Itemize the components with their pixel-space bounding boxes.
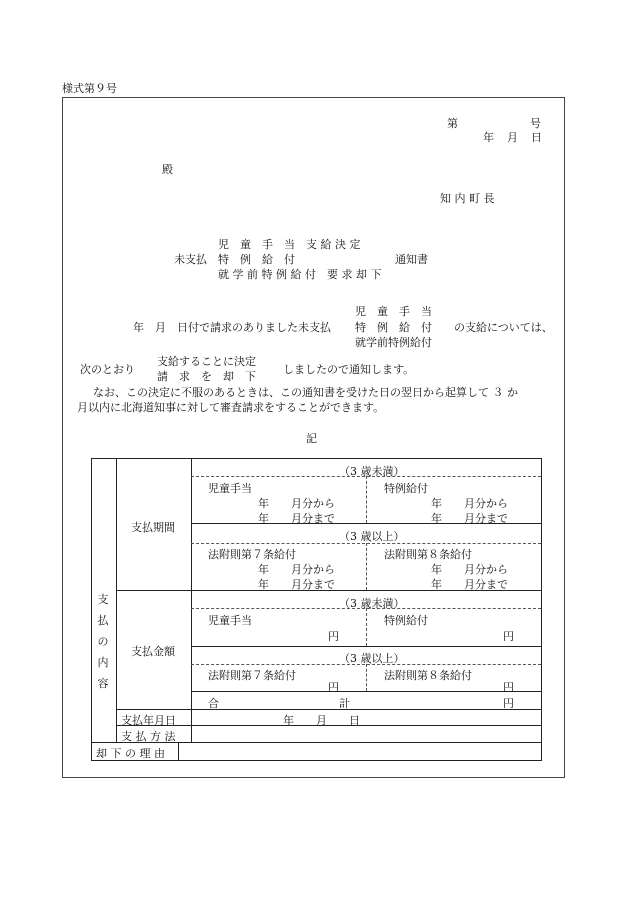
period-art8: 法附則第８条給付 xyxy=(384,548,472,561)
period-label: 支払期間 xyxy=(131,521,175,534)
body-date-part: 年 月 日付で請求のありました未支払 xyxy=(133,321,331,334)
side-label: 支 払 の 内 容 xyxy=(97,593,109,690)
reject-reason-label: 却 下 の 理 由 xyxy=(96,747,165,760)
number-prefix: 第 xyxy=(447,117,458,130)
period-b-to: 年 月分まで xyxy=(431,512,508,525)
period-d-from: 年 月分から xyxy=(431,563,508,576)
addressee-honorific: 殿 xyxy=(162,163,173,176)
period-c-from: 年 月分から xyxy=(258,563,335,576)
ki-label: 記 xyxy=(306,432,317,445)
appeal-line2: 月以内に北海道知事に対して審査請求をすることができます。 xyxy=(77,401,385,414)
period-special-benefit: 特例給付 xyxy=(384,482,428,495)
body-following: 次のとおり xyxy=(80,363,135,376)
body-opt2: 特 例 給 付 xyxy=(355,321,432,334)
amount-over3: （3 歳以上） xyxy=(339,652,405,665)
amount-label: 支払金額 xyxy=(131,645,175,658)
issuer: 知 内 町 長 xyxy=(440,192,495,205)
body-choice2: 請 求 を 却 下 xyxy=(157,370,256,383)
body-tail: の支給については、 xyxy=(454,321,553,334)
appeal-line1: なお、この決定に不服のあるときは、この通知書を受けた日の翌日から起算して ３ か xyxy=(93,386,518,399)
period-c-to: 年 月分まで xyxy=(258,578,335,591)
period-b-from: 年 月分から xyxy=(431,497,508,510)
pay-method-label: 支 払 方 法 xyxy=(121,730,176,743)
period-d-to: 年 月分まで xyxy=(431,578,508,591)
period-art7: 法附則第７条給付 xyxy=(208,548,296,561)
amount-b-yen: 円 xyxy=(503,630,514,643)
title-line2-mid: 特 例 給 付 xyxy=(218,253,295,266)
period-child-allowance: 児童手当 xyxy=(208,482,252,495)
body-opt1: 児 童 手 当 xyxy=(355,305,432,318)
number-suffix: 号 xyxy=(530,117,541,130)
amount-under3: （3 歳未満） xyxy=(339,597,405,610)
total-yen: 円 xyxy=(503,697,514,710)
body-opt3: 就学前特例給付 xyxy=(355,336,432,349)
period-a-to: 年 月分まで xyxy=(258,512,335,525)
form-number: 様式第９号 xyxy=(62,82,117,95)
period-under3: （3 歳未満） xyxy=(339,465,405,478)
amount-special-benefit: 特例給付 xyxy=(384,614,428,627)
amount-art8: 法附則第８条給付 xyxy=(384,669,472,682)
amount-child-allowance: 児童手当 xyxy=(208,614,252,627)
amount-a-yen: 円 xyxy=(328,630,339,643)
amount-c-yen: 円 xyxy=(328,681,339,694)
title-line1: 児 童 手 当 支 給 決 定 xyxy=(218,238,361,251)
amount-d-yen: 円 xyxy=(503,681,514,694)
body-choice1: 支給することに決定 xyxy=(157,355,256,368)
period-over3: （3 歳以上） xyxy=(339,530,405,543)
period-a-from: 年 月分から xyxy=(258,497,335,510)
body-notice: しましたので通知します。 xyxy=(283,363,415,376)
date-year: 年 xyxy=(483,131,494,144)
total-label-a: 合 xyxy=(208,697,219,710)
pay-date-value: 年 月 日 xyxy=(283,714,360,727)
title-line2-prefix: 未支払 xyxy=(174,253,207,266)
pay-date-label: 支払年月日 xyxy=(121,714,176,727)
title-line3: 就 学 前 特 例 給 付 要 求 却 下 xyxy=(218,268,382,281)
date-day: 日 xyxy=(531,131,542,144)
date-month: 月 xyxy=(507,131,518,144)
amount-art7: 法附則第７条給付 xyxy=(208,669,296,682)
title-line2-suffix: 通知書 xyxy=(395,253,428,266)
total-label-b: 計 xyxy=(339,697,350,710)
